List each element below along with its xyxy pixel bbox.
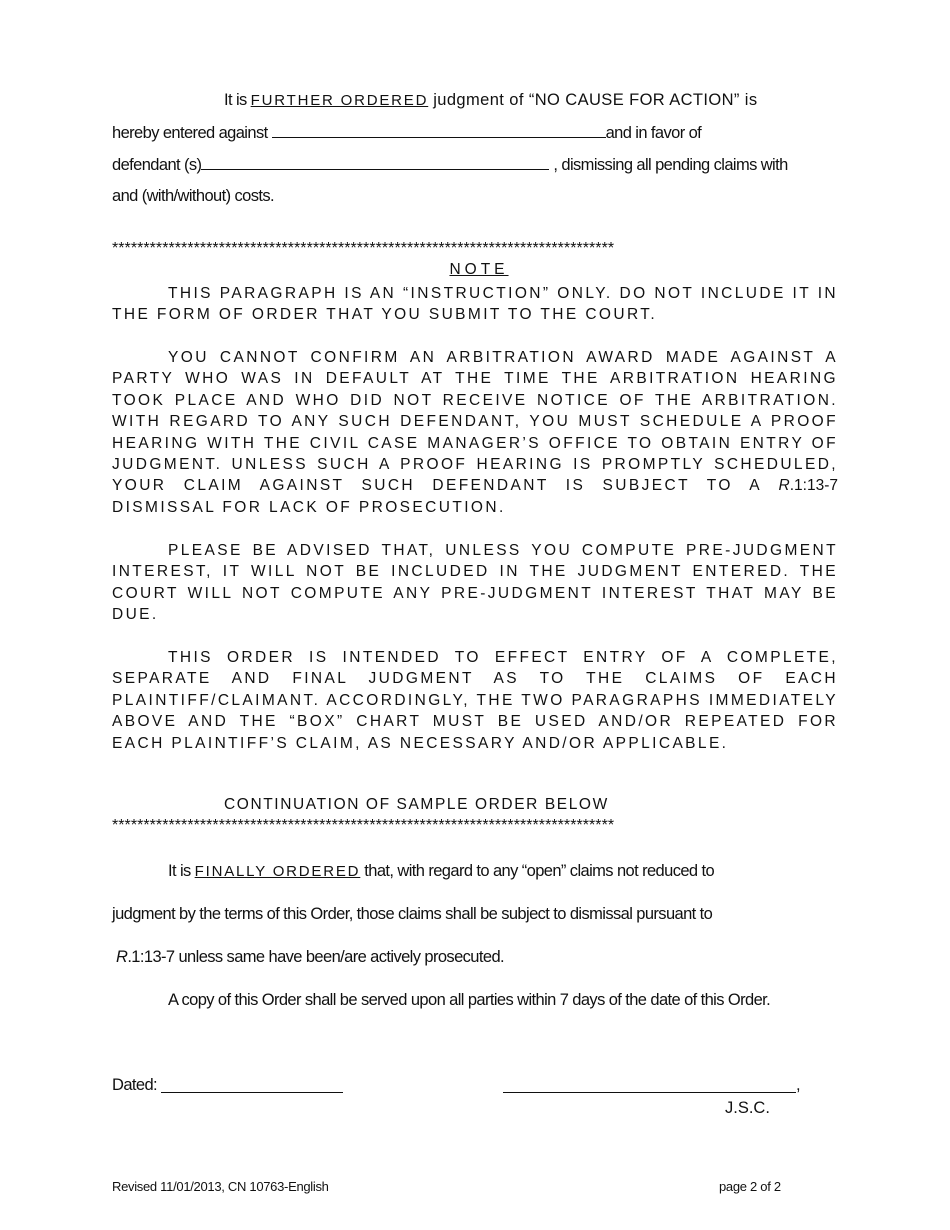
arbitration-text bbox=[112, 347, 838, 518]
complete-judgment-text: THIS ORDER IS INTENDED TO EFFECT ENTRY OF A COMPLETE, SEPARATE AND FINAL JUDGMENT AS TO THE CLAIMS OF EACH PLAINTIFF/CLAIMANT. ACCORDINGLY, THE TWO PARAGRAPHS IMMEDIATELY ABOVE AND THE “BOX” CHART MUST BE USED AND/OR REPEATED FOR EACH PLAINTIFF’S CLAIM, AS NECESSARY AND/OR APPLICABLE. bbox=[112, 649, 838, 752]
against-party-blank[interactable] bbox=[272, 122, 606, 138]
note-paragraph-4 bbox=[112, 647, 838, 754]
finally-ordered-line2: judgment by the terms of this Order, those claims shall be subject to dismissal pursuant to bbox=[112, 905, 713, 923]
rule-italic: R bbox=[778, 477, 790, 495]
footer-page-number: page 2 of 2 bbox=[719, 1179, 781, 1194]
note-paragraph-2 bbox=[112, 347, 838, 518]
order-prefix: It is bbox=[224, 91, 251, 109]
dismissing-claims-text: , dismissing all pending claims with bbox=[553, 156, 788, 174]
footer-revision: Revised 11/01/2013, CN 10763-English bbox=[112, 1179, 329, 1194]
note-heading: NOTE bbox=[449, 261, 509, 278]
judge-title: J.S.C. bbox=[725, 1099, 770, 1117]
arbitration-body: YOU CANNOT CONFIRM AN ARBITRATION AWARD MADE AGAINST A PARTY WHO WAS IN DEFAULT AT THE TIME THE ARBITRATION HEARING TOOK PLACE AND WHO DID NOT RECEIVE NOTICE OF THE ARBITRATION. WITH REGARD TO ANY SUCH DEFENDANT, YOU MUST SCHEDULE A PROOF HEARING WITH THE CIVIL CASE MANAGER’S OFFICE TO OBTAIN ENTRY OF JUDGMENT. UNLESS SUCH A PROOF HEARING IS PROMPTLY SCHEDULED, YOUR CLAIM AGAINST SUCH DEFENDANT IS SUBJECT TO A bbox=[112, 349, 838, 495]
finally-ordered-emphasis: FINALLY ORDERED bbox=[194, 863, 361, 880]
note-paragraph-1 bbox=[112, 283, 838, 326]
continuation-heading: CONTINUATION OF SAMPLE ORDER BELOW bbox=[224, 796, 609, 813]
service-paragraph: A copy of this Order shall be served upon all parties within 7 days of the date of this Order. bbox=[168, 991, 771, 1009]
signature-comma: , bbox=[796, 1076, 800, 1094]
finally-ordered-line3 bbox=[116, 947, 504, 967]
further-ordered-line2 bbox=[112, 122, 701, 143]
note-paragraph-3 bbox=[112, 540, 838, 626]
instruction-text: THIS PARAGRAPH IS AN “INSTRUCTION” ONLY. DO NOT INCLUDE IT IN THE FORM OF ORDER THAT YOU SUBMIT TO THE COURT. bbox=[112, 285, 838, 324]
separator-bottom: ******************************************************************************** bbox=[112, 818, 615, 834]
date-line[interactable] bbox=[161, 1092, 343, 1093]
entered-against-label: hereby entered against bbox=[112, 124, 268, 142]
in-favor-label: and in favor of bbox=[605, 124, 702, 142]
rule-number: .1:13-7 bbox=[789, 477, 838, 495]
judge-signature-line[interactable] bbox=[503, 1092, 796, 1093]
finally-ordered-line1 bbox=[168, 861, 714, 882]
defendant-blank[interactable] bbox=[201, 154, 549, 170]
costs-line: and (with/without) costs. bbox=[112, 187, 274, 205]
further-ordered-line1 bbox=[224, 90, 758, 111]
final-rule-text: .1:13-7 unless same have been/are actively prosecuted. bbox=[127, 948, 505, 966]
defendant-label: defendant (s) bbox=[112, 156, 202, 174]
separator-top: ******************************************************************************** bbox=[112, 241, 615, 257]
note-heading-wrap bbox=[0, 261, 950, 279]
final-prefix: It is bbox=[168, 862, 195, 880]
final-rule-italic: R bbox=[116, 948, 128, 966]
rule-tail: DISMISSAL FOR LACK OF PROSECUTION. bbox=[112, 498, 506, 516]
order-suffix: judgment of “NO CAUSE FOR ACTION” is bbox=[428, 91, 758, 109]
prejudgment-interest-text: PLEASE BE ADVISED THAT, UNLESS YOU COMPUTE PRE-JUDGMENT INTEREST, IT WILL NOT BE INCLUDED IN THE JUDGMENT ENTERED. THE COURT WILL NOT COMPUTE ANY PRE-JUDGMENT INTEREST THAT MAY BE DUE. bbox=[112, 542, 838, 624]
dated-label: Dated: bbox=[112, 1076, 158, 1094]
further-ordered-line3 bbox=[112, 154, 788, 175]
final-suffix: that, with regard to any “open” claims not reduced to bbox=[360, 862, 715, 880]
further-ordered-emphasis: FURTHER ORDERED bbox=[250, 92, 429, 109]
